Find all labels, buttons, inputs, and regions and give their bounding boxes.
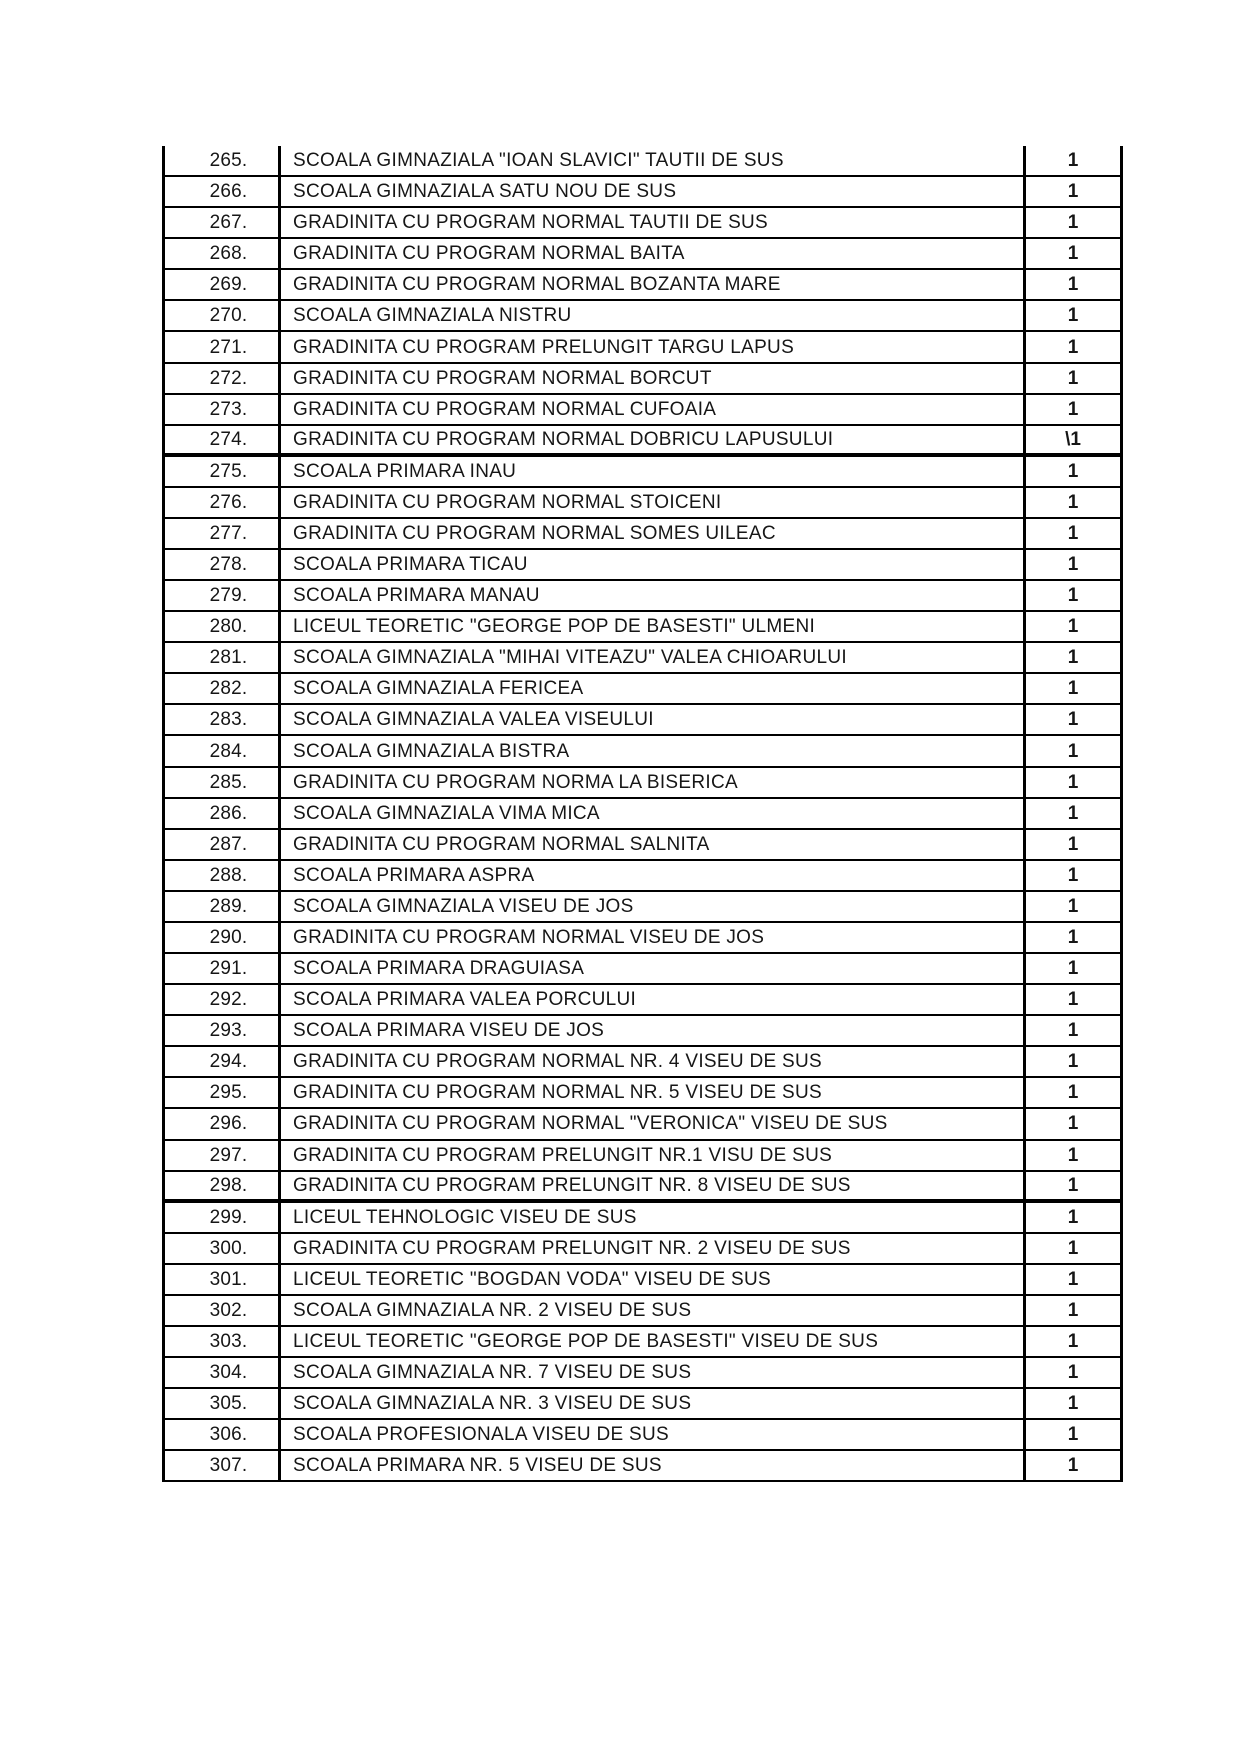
row-number: 283. [165, 705, 281, 734]
table-row [165, 768, 1120, 799]
row-number: 289. [165, 892, 281, 921]
table-row [165, 270, 1120, 301]
count-value: 1 [1067, 181, 1079, 203]
table-row [165, 1141, 1120, 1172]
count-value: 1 [1067, 367, 1079, 389]
row-number: 284. [165, 736, 281, 765]
count-value: 1 [1067, 802, 1079, 824]
school-name: LICEUL TEHNOLOGIC VISEU DE SUS [281, 1203, 1026, 1232]
school-name: LICEUL TEORETIC "GEORGE POP DE BASESTI" ULMENI [281, 612, 1026, 641]
row-number: 269. [165, 270, 281, 299]
count-value: 1 [1067, 1082, 1079, 1104]
count-value: 1 [1067, 1206, 1079, 1228]
table-row [165, 488, 1120, 519]
row-number: 290. [165, 923, 281, 952]
row-number: 305. [165, 1389, 281, 1418]
row-number: 274. [165, 426, 281, 453]
count-value: 1 [1067, 833, 1079, 855]
table-row [165, 1358, 1120, 1389]
count-value: 1 [1067, 398, 1079, 420]
school-name: SCOALA GIMNAZIALA SATU NOU DE SUS [281, 177, 1026, 206]
row-number: 287. [165, 830, 281, 859]
school-name: SCOALA PRIMARA ASPRA [281, 861, 1026, 890]
row-number: 273. [165, 395, 281, 424]
school-name: SCOALA GIMNAZIALA VISEU DE JOS [281, 892, 1026, 921]
table-row [165, 550, 1120, 581]
table-row [165, 519, 1120, 550]
row-number: 267. [165, 208, 281, 237]
row-number: 292. [165, 985, 281, 1014]
school-name: SCOALA GIMNAZIALA NR. 3 VISEU DE SUS [281, 1389, 1026, 1418]
school-name: SCOALA PRIMARA INAU [281, 457, 1026, 486]
table-row [165, 364, 1120, 395]
count-value: 1 [1067, 212, 1079, 234]
row-number: 281. [165, 643, 281, 672]
school-name: GRADINITA CU PROGRAM PRELUNGIT TARGU LAPUS [281, 332, 1026, 361]
table-row [165, 239, 1120, 270]
school-name: GRADINITA CU PROGRAM NORMAL CUFOAIA [281, 395, 1026, 424]
school-name: GRADINITA CU PROGRAM NORMAL BOZANTA MARE [281, 270, 1026, 299]
table-row [165, 861, 1120, 892]
table-row [165, 1047, 1120, 1078]
table-row [165, 830, 1120, 861]
row-number: 297. [165, 1141, 281, 1170]
row-number: 279. [165, 581, 281, 610]
count-value: 1 [1067, 491, 1079, 513]
row-number: 286. [165, 799, 281, 828]
table-row [165, 1109, 1120, 1140]
row-number: 299. [165, 1203, 281, 1232]
count-value: 1 [1067, 678, 1079, 700]
school-name: SCOALA GIMNAZIALA NR. 2 VISEU DE SUS [281, 1296, 1026, 1325]
table-row [165, 301, 1120, 332]
school-name: SCOALA GIMNAZIALA "IOAN SLAVICI" TAUTII DE SUS [281, 146, 1026, 175]
table-row [165, 332, 1120, 363]
school-name: SCOALA GIMNAZIALA BISTRA [281, 736, 1026, 765]
table-row [165, 643, 1120, 674]
table-row [165, 457, 1120, 488]
table-row [165, 674, 1120, 705]
row-number: 265. [165, 146, 281, 175]
school-name: GRADINITA CU PROGRAM PRELUNGIT NR. 2 VISEU DE SUS [281, 1234, 1026, 1263]
school-name: LICEUL TEORETIC "BOGDAN VODA" VISEU DE SUS [281, 1265, 1026, 1294]
table-row [165, 146, 1120, 177]
school-name: GRADINITA CU PROGRAM NORMAL STOICENI [281, 488, 1026, 517]
count-value: 1 [1067, 554, 1079, 576]
row-number: 282. [165, 674, 281, 703]
table-row [165, 1296, 1120, 1327]
table-row [165, 581, 1120, 612]
table-row [165, 1389, 1120, 1420]
row-number: 307. [165, 1451, 281, 1480]
count-value: 1 [1067, 1393, 1079, 1415]
table-row [165, 954, 1120, 985]
school-name: GRADINITA CU PROGRAM PRELUNGIT NR.1 VISU DE SUS [281, 1141, 1026, 1170]
school-name: GRADINITA CU PROGRAM NORMAL SOMES UILEAC [281, 519, 1026, 548]
count-value: 1 [1067, 1362, 1079, 1384]
school-name: SCOALA PROFESIONALA VISEU DE SUS [281, 1420, 1026, 1449]
row-number: 276. [165, 488, 281, 517]
school-name: GRADINITA CU PROGRAM NORMAL DOBRICU LAPUSULUI [281, 426, 1026, 453]
row-number: 271. [165, 332, 281, 361]
row-number: 275. [165, 457, 281, 486]
count-value: 1 [1067, 305, 1079, 327]
school-name: GRADINITA CU PROGRAM NORMA LA BISERICA [281, 768, 1026, 797]
table-row [165, 736, 1120, 767]
school-name: GRADINITA CU PROGRAM NORMAL NR. 5 VISEU DE SUS [281, 1078, 1026, 1107]
count-value: 1 [1067, 616, 1079, 638]
count-value: 1 [1067, 709, 1079, 731]
table-row [165, 1172, 1120, 1203]
table-row [165, 705, 1120, 736]
count-value: 1 [1067, 1299, 1079, 1321]
school-name: SCOALA PRIMARA DRAGUIASA [281, 954, 1026, 983]
table-row [165, 1327, 1120, 1358]
count-value: 1 [1067, 958, 1079, 980]
count-value: 1 [1067, 771, 1079, 793]
row-number: 300. [165, 1234, 281, 1263]
school-name: GRADINITA CU PROGRAM NORMAL NR. 4 VISEU DE SUS [281, 1047, 1026, 1076]
row-number: 291. [165, 954, 281, 983]
count-value: 1 [1067, 1424, 1079, 1446]
row-number: 302. [165, 1296, 281, 1325]
table-row [165, 426, 1120, 457]
table-row [165, 923, 1120, 954]
table-row [165, 612, 1120, 643]
row-number: 303. [165, 1327, 281, 1356]
count-value: 1 [1067, 274, 1079, 296]
school-name: GRADINITA CU PROGRAM NORMAL TAUTII DE SUS [281, 208, 1026, 237]
school-name: SCOALA GIMNAZIALA VIMA MICA [281, 799, 1026, 828]
count-value: 1 [1067, 1113, 1079, 1135]
school-table [162, 146, 1123, 1482]
row-number: 306. [165, 1420, 281, 1449]
count-value: 1 [1067, 926, 1079, 948]
row-number: 296. [165, 1109, 281, 1138]
table-row [165, 799, 1120, 830]
row-number: 304. [165, 1358, 281, 1387]
school-name: SCOALA GIMNAZIALA NISTRU [281, 301, 1026, 330]
table-row [165, 892, 1120, 923]
school-name: GRADINITA CU PROGRAM NORMAL BORCUT [281, 364, 1026, 393]
school-name: GRADINITA CU PROGRAM NORMAL SALNITA [281, 830, 1026, 859]
count-value: 1 [1067, 150, 1079, 172]
school-name: GRADINITA CU PROGRAM NORMAL VISEU DE JOS [281, 923, 1026, 952]
school-name: SCOALA PRIMARA MANAU [281, 581, 1026, 610]
row-number: 272. [165, 364, 281, 393]
table-row [165, 985, 1120, 1016]
table-row [165, 1016, 1120, 1047]
school-name: LICEUL TEORETIC "GEORGE POP DE BASESTI" VISEU DE SUS [281, 1327, 1026, 1356]
school-name: GRADINITA CU PROGRAM PRELUNGIT NR. 8 VISEU DE SUS [281, 1172, 1026, 1199]
table-row [165, 1078, 1120, 1109]
school-name: SCOALA PRIMARA VALEA PORCULUI [281, 985, 1026, 1014]
table-row [165, 177, 1120, 208]
count-value: 1 [1067, 243, 1079, 265]
table-row [165, 1265, 1120, 1296]
row-number: 277. [165, 519, 281, 548]
school-name: SCOALA GIMNAZIALA "MIHAI VITEAZU" VALEA CHIOARULUI [281, 643, 1026, 672]
row-number: 288. [165, 861, 281, 890]
count-value: 1 [1067, 1174, 1079, 1196]
table-row [165, 1420, 1120, 1451]
school-name: GRADINITA CU PROGRAM NORMAL "VERONICA" VISEU DE SUS [281, 1109, 1026, 1138]
table-row [165, 1234, 1120, 1265]
row-number: 293. [165, 1016, 281, 1045]
count-value: 1 [1067, 1237, 1079, 1259]
school-name: SCOALA PRIMARA NR. 5 VISEU DE SUS [281, 1451, 1026, 1480]
count-value: 1 [1067, 740, 1079, 762]
school-name: SCOALA PRIMARA TICAU [281, 550, 1026, 579]
count-value: 1 [1067, 864, 1079, 886]
row-number: 268. [165, 239, 281, 268]
row-number: 295. [165, 1078, 281, 1107]
count-value: 1 [1067, 1455, 1079, 1477]
count-value: 1 [1067, 1331, 1079, 1352]
count-value: 1 [1067, 989, 1079, 1011]
count-value: 1 [1067, 647, 1079, 669]
row-number: 266. [165, 177, 281, 206]
count-value: 1 [1067, 1268, 1079, 1290]
school-name: SCOALA GIMNAZIALA FERICEA [281, 674, 1026, 703]
row-number: 301. [165, 1265, 281, 1294]
row-number: 285. [165, 768, 281, 797]
row-number: 294. [165, 1047, 281, 1076]
table-row [165, 1451, 1120, 1482]
count-value: 1 [1067, 1051, 1079, 1073]
count-value: 1 [1067, 585, 1079, 607]
count-value: 1 [1067, 895, 1079, 917]
row-number: 278. [165, 550, 281, 579]
count-value: 1 [1067, 336, 1079, 358]
row-number: 298. [165, 1172, 281, 1199]
count-value: 1 [1067, 1144, 1079, 1166]
count-value: 1 [1067, 522, 1079, 544]
row-number: 280. [165, 612, 281, 641]
row-number: 270. [165, 301, 281, 330]
school-name: SCOALA PRIMARA VISEU DE JOS [281, 1016, 1026, 1045]
school-name: SCOALA GIMNAZIALA NR. 7 VISEU DE SUS [281, 1358, 1026, 1387]
table-row [165, 395, 1120, 426]
school-name: SCOALA GIMNAZIALA VALEA VISEULUI [281, 705, 1026, 734]
table-row [165, 208, 1120, 239]
school-name: GRADINITA CU PROGRAM NORMAL BAITA [281, 239, 1026, 268]
count-value: \1 [1065, 428, 1081, 450]
count-value: 1 [1067, 460, 1079, 482]
count-value: 1 [1067, 1020, 1079, 1042]
table-row [165, 1203, 1120, 1234]
